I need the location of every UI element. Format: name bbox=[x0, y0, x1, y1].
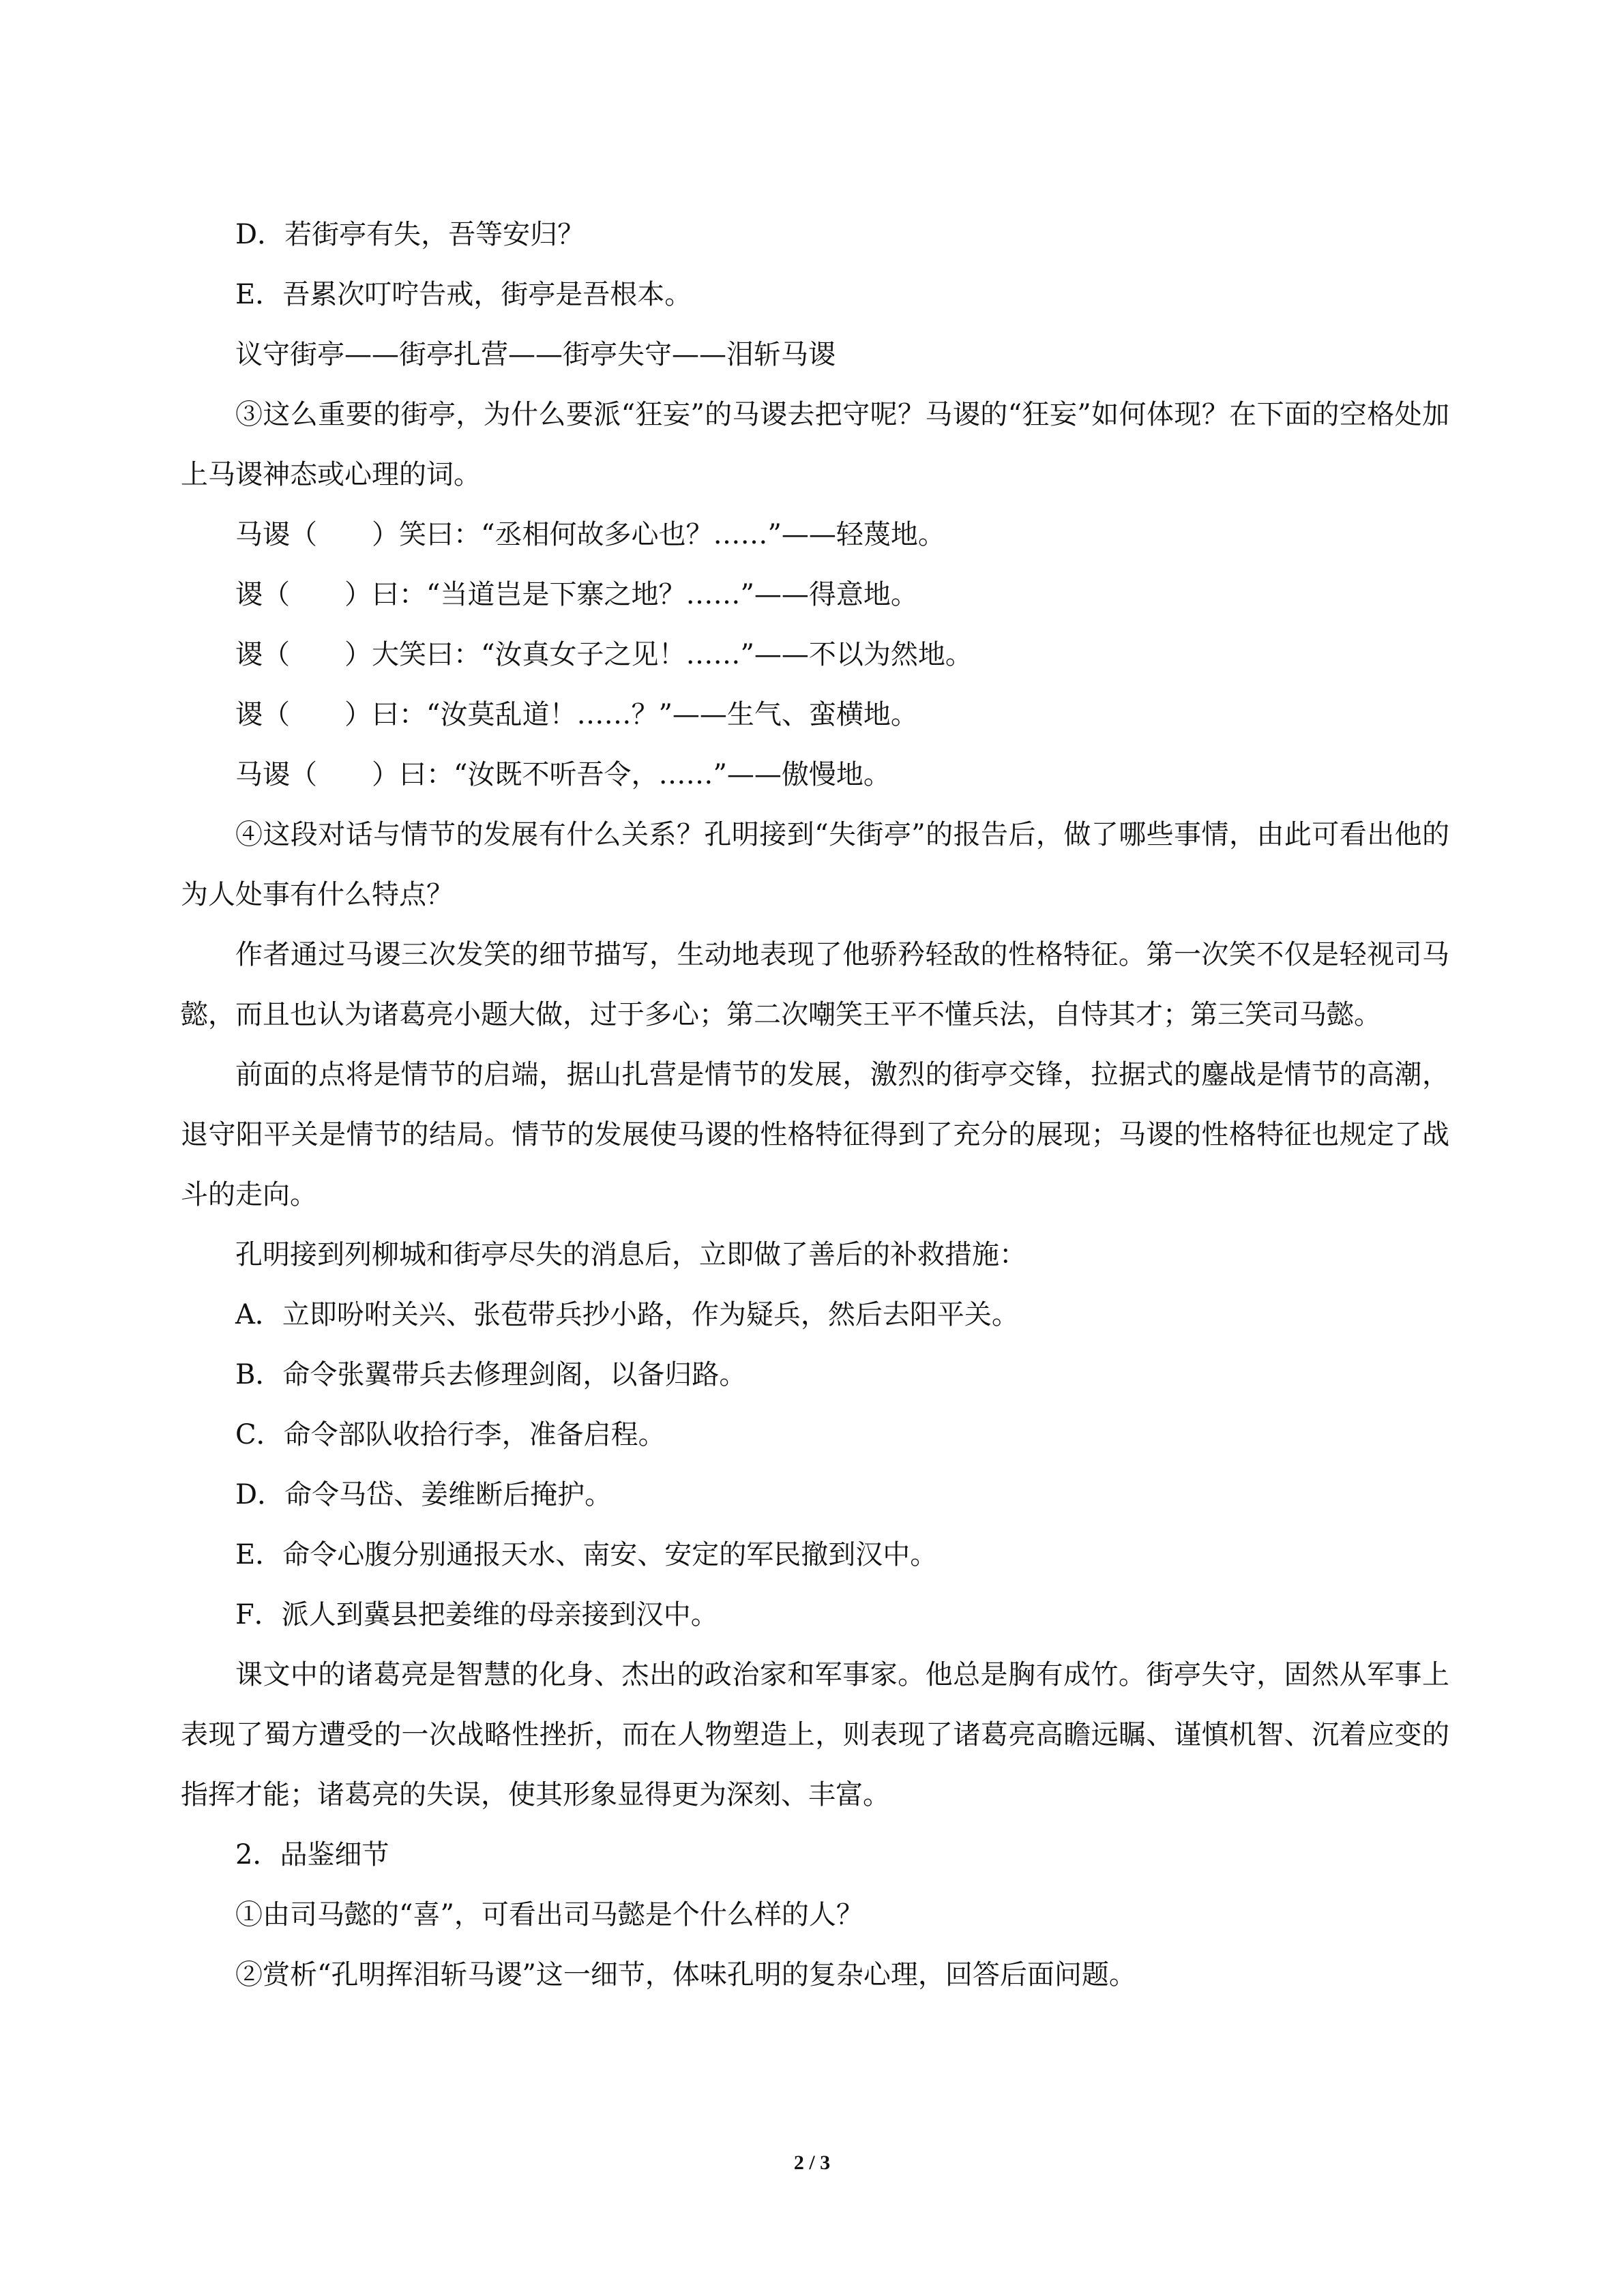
question-4-paragraph: ④这段对话与情节的发展有什么关系？孔明接到“失街亭”的报告后，做了哪些事情，由此可看出他的为人处事有什么特点？ bbox=[181, 819, 1449, 910]
remedy-item-c: C．命令部队收拾行李，准备启程。 bbox=[235, 1419, 666, 1450]
question-3-paragraph: ③这么重要的街亭，为什么要派“狂妄”的马谡去把守呢？马谡的“狂妄”如何体现？在下面的空格处加上马谡神态或心理的词。 bbox=[181, 399, 1449, 490]
question-1-line: ①由司马懿的“喜”，可看出司马懿是个什么样的人？ bbox=[235, 1899, 863, 1930]
remedy-item-d: D．命令马岱、姜维断后掩护。 bbox=[235, 1479, 612, 1510]
plot-sequence-line: 议守街亭——街亭扎营——街亭失守——泪斩马谡 bbox=[235, 339, 836, 370]
remedy-item-b: B．命令张翼带兵去修理剑阁，以备归路。 bbox=[235, 1359, 747, 1390]
remedy-intro-line: 孔明接到列柳城和街亭尽失的消息后，立即做了善后的补救措施： bbox=[235, 1239, 1027, 1270]
analysis-paragraph-1: 作者通过马谡三次发笑的细节描写，生动地表现了他骄矜轻敌的性格特征。第一次笑不仅是轻视司马懿，而且也认为诸葛亮小题大做，过于多心；第二次嘲笑王平不懂兵法，自恃其才；第三笑司马懿。 bbox=[181, 939, 1449, 1030]
section-heading-2: 2．品鉴细节 bbox=[235, 1839, 389, 1870]
analysis-paragraph-2: 前面的点将是情节的启端，据山扎营是情节的发展，激烈的街亭交锋，拉据式的鏖战是情节的高潮，退守阳平关是情节的结局。情节的发展使马谡的性格特征得到了充分的展现；马谡的性格特征也规定了战斗的走向。 bbox=[181, 1059, 1449, 1210]
question-2-line: ②赏析“孔明挥泪斩马谡”这一细节，体味孔明的复杂心理，回答后面问题。 bbox=[235, 1959, 1136, 1991]
remedy-item-a: A．立即吩咐关兴、张苞带兵抄小路，作为疑兵，然后去阳平关。 bbox=[235, 1299, 1019, 1330]
dialogue-line-5: 马谡（ ）曰：“汝既不听吾令，……”——傲慢地。 bbox=[235, 759, 891, 790]
page-number: 2 / 3 bbox=[793, 2151, 831, 2174]
dialogue-line-3: 谡（ ）大笑曰：“汝真女子之见！……”——不以为然地。 bbox=[235, 639, 973, 670]
document-body bbox=[181, 205, 1449, 2005]
option-d-line: D．若街亭有失，吾等安归？ bbox=[235, 219, 585, 250]
option-e-line: E．吾累次叮咛告戒，街亭是吾根本。 bbox=[235, 279, 692, 310]
remedy-item-f: F．派人到冀县把姜维的母亲接到汉中。 bbox=[235, 1599, 718, 1630]
remedy-item-e: E．命令心腹分别通报天水、南安、安定的军民撤到汉中。 bbox=[235, 1539, 938, 1570]
dialogue-line-1: 马谡（ ）笑曰：“丞相何故多心也？……”——轻蔑地。 bbox=[235, 519, 945, 550]
zhuge-liang-paragraph: 课文中的诸葛亮是智慧的化身、杰出的政治家和军事家。他总是胸有成竹。街亭失守，固然从军事上表现了蜀方遭受的一次战略性挫折，而在人物塑造上，则表现了诸葛亮高瞻远瞩、谨慎机智、沉着应变的指挥才能；诸葛亮的失误，使其形象显得更为深刻、丰富。 bbox=[181, 1659, 1449, 1810]
dialogue-line-2: 谡（ ）曰：“当道岂是下寨之地？……”——得意地。 bbox=[235, 579, 918, 610]
dialogue-line-4: 谡（ ）曰：“汝莫乱道！……？”——生气、蛮横地。 bbox=[235, 699, 918, 730]
